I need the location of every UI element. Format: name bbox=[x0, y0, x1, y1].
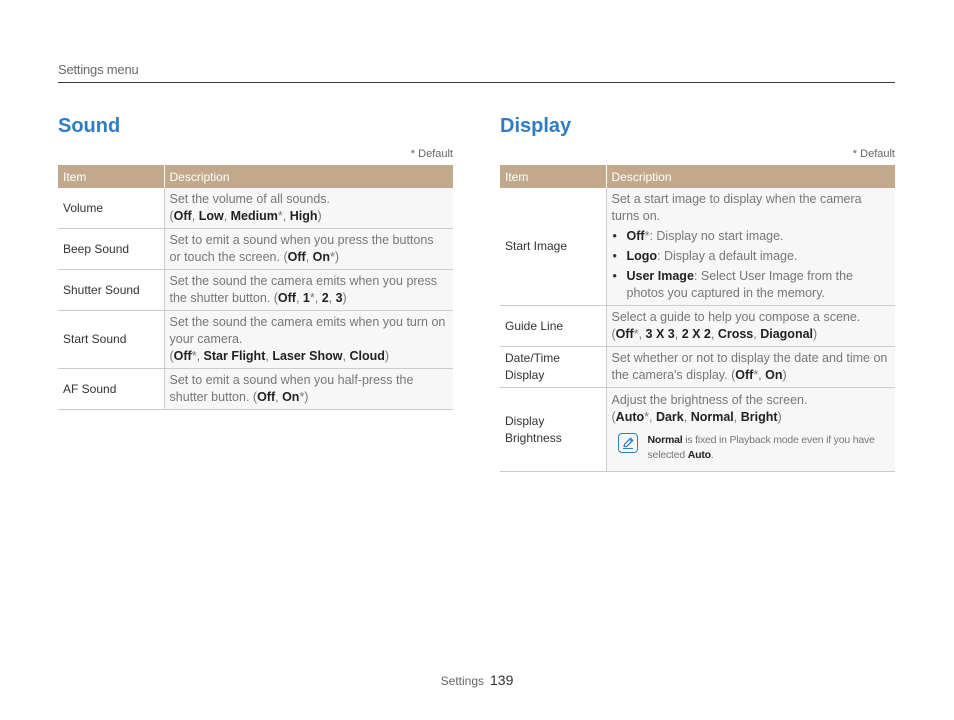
footer-label: Settings bbox=[440, 674, 484, 688]
brightness-note bbox=[612, 433, 891, 463]
table-row bbox=[500, 188, 895, 306]
display-section bbox=[500, 112, 895, 472]
row-item: Start Image bbox=[500, 188, 606, 306]
list-item: • Logo: Display a default image. bbox=[612, 248, 891, 265]
row-description: Select a guide to help you compose a scene. (Off*, 3 X 3, 2 X 2, Cross, Diagonal) bbox=[606, 306, 895, 347]
list-item: • Off*: Display no start image. bbox=[612, 228, 891, 245]
column-header-description: Description bbox=[606, 165, 895, 188]
table-header-row bbox=[58, 165, 453, 188]
row-item: Start Sound bbox=[58, 311, 164, 369]
table-row bbox=[58, 188, 453, 229]
column-header-item: Item bbox=[500, 165, 606, 188]
page-number: 139 bbox=[490, 672, 514, 688]
column-header-description: Description bbox=[164, 165, 453, 188]
table-row bbox=[500, 347, 895, 388]
row-item: Guide Line bbox=[500, 306, 606, 347]
header-rule bbox=[58, 82, 895, 83]
note-text: Normal is fixed in Playback mode even if you have selected Auto. bbox=[647, 434, 875, 461]
row-item: AF Sound bbox=[58, 369, 164, 410]
table-row bbox=[58, 369, 453, 410]
display-table bbox=[500, 165, 895, 472]
row-description: Set the volume of all sounds. (Off, Low, Medium*, High) bbox=[164, 188, 453, 229]
row-description: Set a start image to display when the camera turns on. • Off*: Display no start image. • Logo: Display a default image. • User Image: Select User Image from the photos you captured in the memory. bbox=[606, 188, 895, 306]
display-default-note: * Default bbox=[852, 148, 895, 160]
page-footer bbox=[0, 672, 954, 688]
sound-default-note: * Default bbox=[410, 148, 453, 160]
sound-table bbox=[58, 165, 453, 410]
running-header: Settings menu bbox=[58, 62, 139, 77]
row-item: Shutter Sound bbox=[58, 270, 164, 311]
start-image-options bbox=[612, 228, 891, 302]
display-title: Display bbox=[500, 115, 572, 137]
sound-section bbox=[58, 112, 453, 410]
row-item: Beep Sound bbox=[58, 229, 164, 270]
table-row bbox=[500, 388, 895, 472]
row-item: Display Brightness bbox=[500, 388, 606, 472]
row-description: Set to emit a sound when you half-press the shutter button. (Off, On*) bbox=[164, 369, 453, 410]
list-item: • User Image: Select User Image from the photos you captured in the memory. bbox=[612, 268, 891, 302]
pencil-note-icon bbox=[618, 433, 638, 453]
row-description: Set the sound the camera emits when you press the shutter button. (Off, 1*, 2, 3) bbox=[164, 270, 453, 311]
sound-title: Sound bbox=[58, 115, 121, 137]
row-description: Set the sound the camera emits when you turn on your camera. (Off*, Star Flight, Laser Show, Cloud) bbox=[164, 311, 453, 369]
table-row bbox=[58, 311, 453, 369]
table-header-row bbox=[500, 165, 895, 188]
row-item: Volume bbox=[58, 188, 164, 229]
row-description: Set to emit a sound when you press the buttons or touch the screen. (Off, On*) bbox=[164, 229, 453, 270]
row-description: Set whether or not to display the date and time on the camera's display. (Off*, On) bbox=[606, 347, 895, 388]
row-item: Date/Time Display bbox=[500, 347, 606, 388]
row-description: Adjust the brightness of the screen. (Auto*, Dark, Normal, Bright) Normal is fixed in Playback mode even if you have selected Auto. bbox=[606, 388, 895, 472]
column-header-item: Item bbox=[58, 165, 164, 188]
table-row bbox=[500, 306, 895, 347]
table-row bbox=[58, 229, 453, 270]
table-row bbox=[58, 270, 453, 311]
